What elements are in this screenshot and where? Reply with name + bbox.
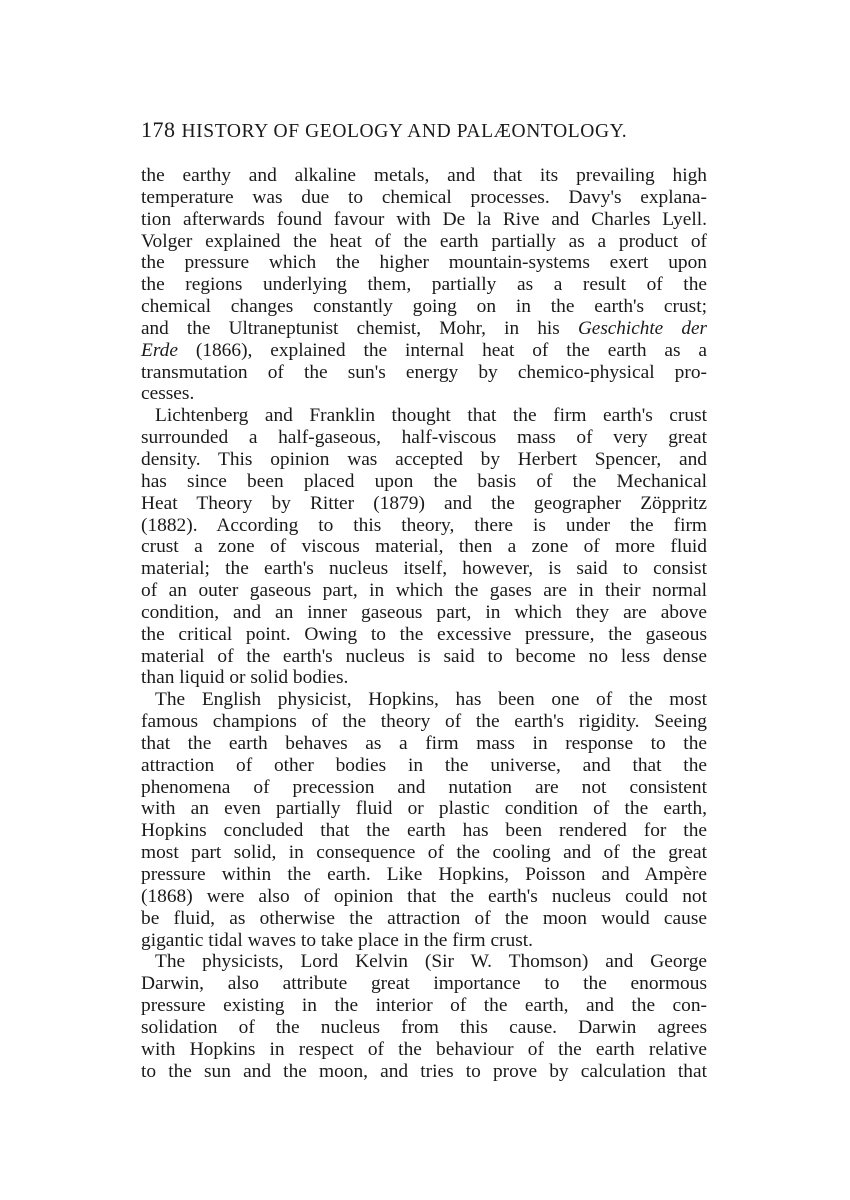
text-line (141, 1039, 707, 1061)
text-line (141, 209, 707, 231)
text-line (141, 471, 707, 493)
text-segment: surrounded a half-gaseous, half-viscous mass of very great (141, 427, 707, 449)
text-line (141, 886, 707, 908)
text-line (141, 908, 707, 930)
text-segment: and the Ultraneptunist chemist, Mohr, in his (141, 317, 578, 339)
text-line (141, 973, 707, 995)
text-segment: has since been placed upon the basis of the Mechanical (141, 470, 707, 492)
text-segment: material of the earth's nucleus is said to become no less dense (141, 645, 707, 667)
text-line (141, 558, 707, 580)
text-segment: temperature was due to chemical processes. Davy's explana- (141, 186, 707, 208)
text-segment: tion afterwards found favour with De la Rive and Charles Lyell. (141, 208, 707, 230)
text-line (141, 187, 707, 209)
text-segment: with Hopkins in respect of the behaviour of the earth relative (141, 1038, 707, 1060)
text-line (141, 646, 707, 668)
text-line (141, 733, 707, 755)
text-line (141, 274, 707, 296)
text-segment: condition, and an inner gaseous part, in which they are above (141, 601, 707, 623)
text-line (141, 296, 707, 318)
text-line (141, 318, 707, 340)
text-line (141, 842, 707, 864)
text-line (141, 493, 707, 515)
text-line (141, 689, 707, 711)
page-number: 178 (141, 117, 176, 142)
text-line (141, 820, 707, 842)
text-segment: pressure within the earth. Like Hopkins, Poisson and Ampère (141, 864, 707, 885)
text-line (141, 602, 707, 624)
text-segment: the critical point. Owing to the excessive pressure, the gaseous (141, 623, 707, 645)
text-segment: (1866), explained the internal heat of the earth as a (177, 339, 707, 361)
text-segment: gigantic tidal waves to take place in the firm crust. (141, 929, 533, 951)
text-segment: the earthy and alkaline metals, and that its prevailing high (141, 165, 707, 186)
text-segment: Heat Theory by Ritter (1879) and the geographer Zöppritz (141, 492, 707, 514)
text-segment: The English physicist, Hopkins, has been one of the most (155, 689, 707, 711)
text-segment: (1882). According to this theory, there is under the firm (141, 514, 707, 536)
text-segment: be fluid, as otherwise the attraction of the moon would cause (141, 907, 707, 929)
text-segment: Volger explained the heat of the earth partially as a product of (141, 230, 707, 252)
running-title: HISTORY OF GEOLOGY AND PALÆONTOLOGY. (181, 121, 628, 142)
text-line (141, 252, 707, 274)
text-line (141, 362, 707, 384)
text-line (141, 624, 707, 646)
text-line (141, 951, 707, 973)
text-segment: the pressure which the higher mountain-systems exert upon (141, 252, 707, 274)
text-line (141, 798, 707, 820)
text-segment: The physicists, Lord Kelvin (Sir W. Thomson) and George (155, 951, 707, 973)
text-segment: most part solid, in consequence of the cooling and of the great (141, 842, 707, 864)
text-segment: of an outer gaseous part, in which the gases are in their normal (141, 580, 707, 602)
text-line (141, 1061, 707, 1083)
text-segment: solidation of the nucleus from this cause. Darwin agrees (141, 1016, 707, 1038)
text-line (141, 711, 707, 733)
italic-title: Geschichte der (577, 317, 707, 339)
text-line (141, 405, 707, 427)
text-segment: density. This opinion was accepted by Herbert Spencer, and (141, 448, 707, 470)
text-line (141, 383, 707, 405)
text-segment: with an even partially fluid or plastic condition of the earth, (141, 798, 707, 820)
text-line (141, 755, 707, 777)
text-segment: Lichtenberg and Franklin thought that the firm earth's crust (155, 405, 707, 427)
text-line (141, 340, 707, 362)
text-segment: the regions underlying them, partially as a result of the (141, 274, 707, 296)
text-line (141, 515, 707, 537)
text-segment: attraction of other bodies in the universe, and that the (141, 754, 707, 776)
text-line (141, 449, 707, 471)
text-line (141, 667, 707, 689)
text-line (141, 1017, 707, 1039)
text-segment: crust a zone of viscous material, then a zone of more fluid (141, 536, 707, 558)
text-line (141, 777, 707, 799)
text-segment: pressure existing in the interior of the earth, and the con- (141, 995, 707, 1017)
text-segment: than liquid or solid bodies. (141, 667, 349, 689)
text-line (141, 231, 707, 253)
text-line (141, 580, 707, 602)
text-segment: material; the earth's nucleus itself, however, is said to consist (141, 558, 707, 580)
text-segment: (1868) were also of opinion that the earth's nucleus could not (141, 885, 707, 907)
text-line (141, 536, 707, 558)
text-line (141, 427, 707, 449)
running-head (141, 116, 711, 146)
text-segment: to the sun and the moon, and tries to prove by calculation that (141, 1060, 707, 1082)
text-line (141, 995, 707, 1017)
text-segment: famous champions of the theory of the earth's rigidity. Seeing (141, 711, 707, 733)
text-segment: chemical changes constantly going on in the earth's crust; (141, 296, 707, 318)
text-segment: cesses. (141, 383, 195, 405)
body-text (141, 165, 707, 1082)
text-line (141, 165, 707, 187)
text-segment: Hopkins concluded that the earth has been rendered for the (141, 820, 707, 842)
text-line (141, 930, 707, 952)
text-segment: transmutation of the sun's energy by chemico-physical pro- (141, 361, 707, 383)
text-line (141, 864, 707, 886)
text-segment: Darwin, also attribute great importance to the enormous (141, 973, 707, 995)
text-segment: phenomena of precession and nutation are not consistent (141, 776, 707, 798)
text-segment: that the earth behaves as a firm mass in response to the (141, 732, 707, 754)
italic-title: Erde (141, 339, 178, 361)
